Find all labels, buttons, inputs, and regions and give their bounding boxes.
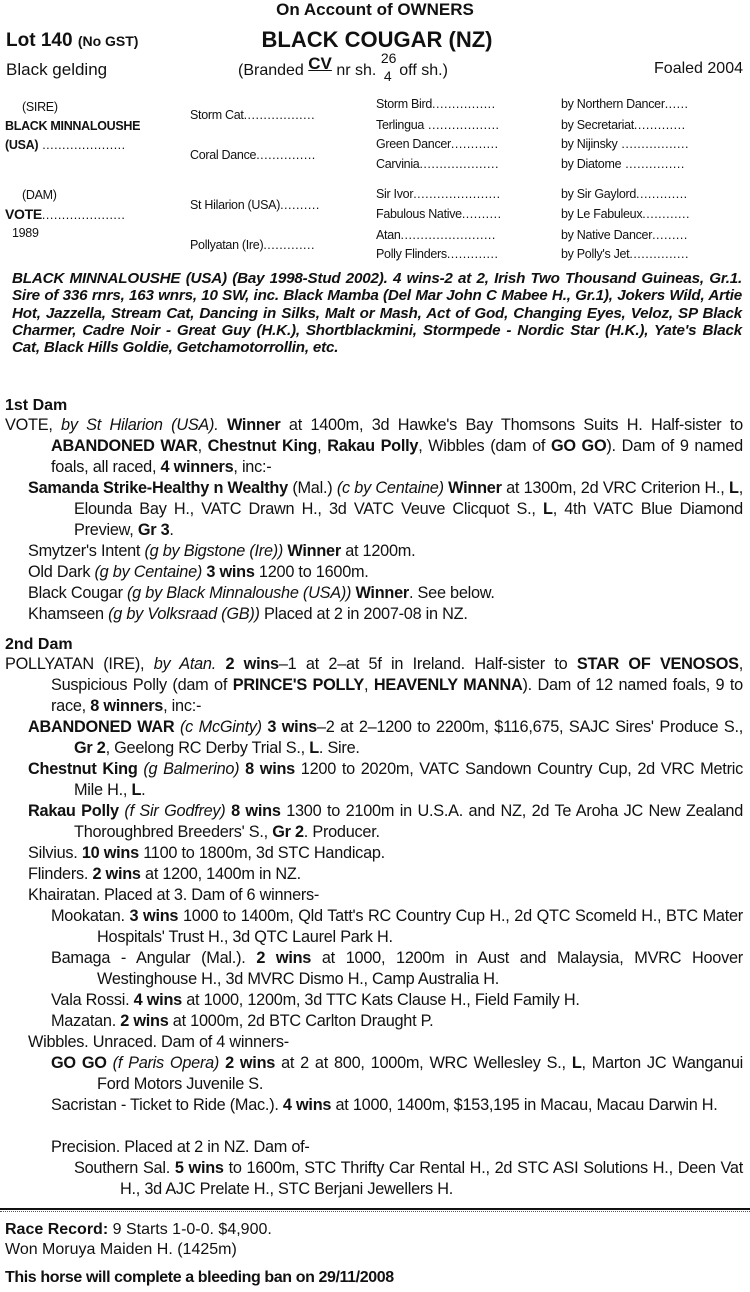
- progeny-entry: Vala Rossi. 4 wins at 1000, 1200m, 3d TTC Kats Clause H., Field Family H.: [51, 991, 580, 1009]
- progeny-entry: Samanda Strike-Healthy n Wealthy (Mal.) (c by Centaine) Winner at 1300m, 2d VRC Criterion H., L, Elounda Bay H., VATC Drawn H., 3d VATC Veuve Clicquot S., L, 4th VATC Blue Diamond Preview, Gr 3.: [28, 479, 743, 539]
- vendor-line: On Account of OWNERS: [276, 0, 474, 19]
- pedigree-gen4-8: by Polly's Jet...............: [561, 247, 689, 261]
- sex-colour: Black gelding: [6, 60, 108, 79]
- pedigree-gen3-1: Storm Bird................: [376, 97, 496, 111]
- progeny-entry: Sacristan - Ticket to Ride (Mac.). 4 wins at 1000, 1400m, $153,195 in Macau, Macau Darwin H.: [51, 1096, 718, 1114]
- pedigree-gen4-3: by Nijinsky .................: [561, 137, 689, 151]
- first-dam-description: VOTE, by St Hilarion (USA). Winner at 1400m, 3d Hawke's Bay Thomsons Suits H. Half-sister to ABANDONED WAR, Chestnut King, Rakau Polly, Wibbles (dam of GO GO). Dam of 9 named foals, all raced, 4 winners, inc:-: [5, 416, 743, 476]
- bleeding-ban-notice: This horse will complete a bleeding ban on 29/11/2008: [5, 1269, 394, 1286]
- progeny-entry: Mazatan. 2 wins at 1000m, 2d BTC Carlton Draught P.: [51, 1012, 434, 1030]
- brand-number-bottom: 4: [383, 68, 392, 84]
- brand-mark: CV: [308, 54, 332, 73]
- progeny-entry: Precision. Placed at 2 in NZ. Dam of-: [51, 1138, 310, 1156]
- brand-number: [380, 50, 397, 84]
- pedigree-gen3-2: Terlingua ..................: [376, 118, 500, 132]
- section-divider-dotted: [0, 1211, 750, 1212]
- lot-label: Lot 140: [6, 30, 73, 51]
- progeny-entry: Wibbles. Unraced. Dam of 4 winners-: [28, 1033, 289, 1051]
- second-dam-description: POLLYATAN (IRE), by Atan. 2 wins–1 at 2–at 5f in Ireland. Half-sister to STAR OF VENOSOS, Suspicious Polly (dam of PRINCE'S POLLY, HEAVENLY MANNA). Dam of 12 named foals, 9 to race, 8 winners, inc:-: [5, 655, 743, 715]
- race-record: [5, 1221, 272, 1239]
- dam-year: 1989: [12, 226, 39, 240]
- progeny-entry: Bamaga - Angular (Mal.). 2 wins at 1000, 1200m in Aust and Malaysia, MVRC Hoover Westinghouse H., 3d MVRC Dismo H., Camp Australia H.: [51, 949, 743, 988]
- pedigree-gen3-4: Carvinia....................: [376, 157, 499, 171]
- pedigree-gen3-8: Polly Flinders.............: [376, 247, 499, 261]
- pedigree-gen4-6: by Le Fabuleux............: [561, 207, 690, 221]
- pedigree-gen3-5: Sir Ivor......................: [376, 187, 501, 201]
- progeny-entry: Old Dark (g by Centaine) 3 wins 1200 to 1600m.: [28, 563, 369, 581]
- race-record-value: 9 Starts 1-0-0. $4,900.: [108, 1221, 272, 1238]
- brand-number-top: 26: [380, 50, 397, 66]
- progeny-entry: ABANDONED WAR (c McGinty) 3 wins–2 at 2–1200 to 2200m, $116,675, SAJC Sires' Produce S., Gr 2, Geelong RC Derby Trial S., L. Sire.: [28, 718, 743, 757]
- race-record-label: Race Record:: [5, 1221, 109, 1238]
- foaled-year: Foaled 2004: [654, 60, 743, 77]
- gst-note: (No GST): [77, 33, 139, 49]
- pedigree-gen3-6: Fabulous Native..........: [376, 207, 502, 221]
- progeny-entry: GO GO (f Paris Opera) 2 wins at 2 at 800, 1000m, WRC Wellesley S., L, Marton JC Wanganui Ford Motors Juvenile S.: [51, 1054, 744, 1093]
- pedigree-gen3-7: Atan........................: [376, 228, 496, 242]
- progeny-entry: Flinders. 2 wins at 1200, 1400m in NZ.: [28, 865, 301, 883]
- section-divider: [0, 1208, 750, 1210]
- pedigree-gen4-1: by Northern Dancer......: [561, 97, 689, 111]
- horse-name: BLACK COUGAR (NZ): [261, 27, 493, 52]
- brand-suffix: off sh.): [399, 62, 448, 79]
- progeny-entry: Black Cougar (g by Black Minnaloushe (USA)) Winner. See below.: [28, 584, 495, 602]
- progeny-entry: Smytzer's Intent (g by Bigstone (Ire)) Winner at 1200m.: [28, 542, 416, 560]
- progeny-entry: Khairatan. Placed at 3. Dam of 6 winners-: [28, 886, 320, 904]
- pedigree-gen4-2: by Secretariat.............: [561, 118, 686, 132]
- progeny-entry: Silvius. 10 wins 1100 to 1800m, 3d STC Handicap.: [28, 844, 385, 862]
- progeny-entry: Rakau Polly (f Sir Godfrey) 8 wins 1300 to 2100m in U.S.A. and NZ, 2d Te Aroha JC New Zealand Thoroughbred Breeders' S., Gr 2. Producer.: [28, 802, 743, 841]
- pedigree-gen2-2: Coral Dance...............: [190, 148, 316, 162]
- sire-summary: BLACK MINNALOUSHE (USA) (Bay 1998-Stud 2002). 4 wins-2 at 2, Irish Two Thousand Guineas, Gr.1. Sire of 336 rnrs, 163 wnrs, 10 SW, inc. Black Mamba (Del Mar John C Mabee H., Gr.1), Jokers Wild, Artie Hot, Jazzella, Stream Cat, Dancing in Silks, Malt or Mash, Act of God, Changing Eyes, Veloz, SP Black Charmer, Cadre Noir - Great Guy (H.K.), Shortblackmini, Stormpede - Nordic Star (H.K.), Yate's Black Cat, Black Hills Goldie, Getchamotorrollin, etc.: [12, 270, 742, 357]
- progeny-entry: Chestnut King (g Balmerino) 8 wins 1200 to 2020m, VATC Sandown Country Cup, 2d VRC Metric Mile H., L.: [28, 760, 743, 799]
- pedigree-gen2-4: Pollyatan (Ire).............: [190, 238, 315, 252]
- pedigree-gen4-7: by Native Dancer.........: [561, 228, 688, 242]
- pedigree-gen3-3: Green Dancer............: [376, 137, 499, 151]
- race-win: Won Moruya Maiden H. (1425m): [5, 1241, 237, 1258]
- progeny-entry: Mookatan. 3 wins 1000 to 1400m, Qld Tatt's RC Country Cup H., 2d QTC Scomeld H., BTC Mater Hospitals' Trust H., 3d QTC Laurel Park H.: [51, 907, 743, 946]
- brand-prefix: (Branded: [238, 62, 304, 79]
- pedigree-gen4-5: by Sir Gaylord.............: [561, 187, 688, 201]
- sire-name-country: (USA) .....................: [5, 138, 126, 152]
- pedigree-gen2-1: Storm Cat..................: [190, 108, 316, 122]
- brand-description: [238, 50, 448, 84]
- first-dam-heading: 1st Dam: [5, 397, 68, 414]
- pedigree-gen4-4: by Diatome ...............: [561, 157, 685, 171]
- pedigree-gen2-3: St Hilarion (USA)..........: [190, 198, 320, 212]
- progeny-entry: Southern Sal. 5 wins to 1600m, STC Thrifty Car Rental H., 2d STC ASI Solutions H., Deen Vat H., 3d AJC Prelate H., STC Berjani Jewellers H.: [74, 1159, 743, 1198]
- brand-mid: nr sh.: [336, 62, 377, 79]
- sire-name: BLACK MINNALOUSHE: [5, 119, 141, 133]
- dam-name: VOTE.....................: [5, 206, 126, 222]
- dam-label: (DAM): [22, 188, 57, 202]
- sire-label: (SIRE): [22, 100, 58, 114]
- second-dam-heading: 2nd Dam: [5, 636, 73, 653]
- progeny-entry: Khamseen (g by Volksraad (GB)) Placed at 2 in 2007-08 in NZ.: [28, 605, 468, 623]
